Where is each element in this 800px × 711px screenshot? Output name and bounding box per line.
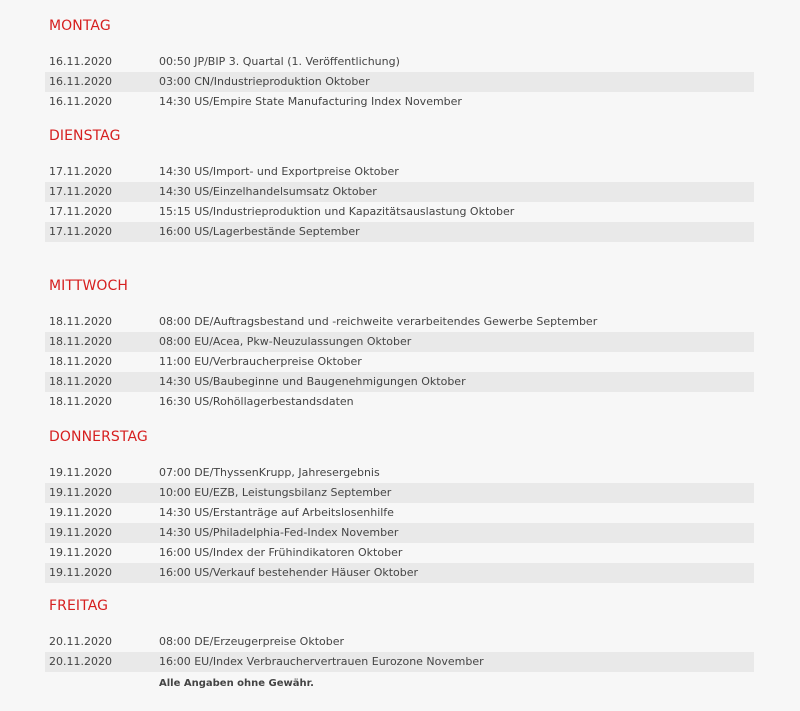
table-row: [45, 503, 754, 523]
row-date: 17.11.2020: [49, 185, 112, 198]
table-row: [45, 312, 754, 332]
row-date: 17.11.2020: [49, 165, 112, 178]
table-row: [45, 632, 754, 652]
day-title-freitag: FREITAG: [49, 598, 109, 614]
table-row: [45, 563, 754, 583]
row-date: 19.11.2020: [49, 526, 112, 539]
table-row: [45, 72, 754, 92]
row-event: 14:30 US/Einzelhandelsumsatz Oktober: [159, 185, 377, 198]
row-event: 14:30 US/Baubeginne und Baugenehmigungen Oktober: [159, 375, 466, 388]
row-date: 19.11.2020: [49, 546, 112, 559]
table-row: [45, 332, 754, 352]
row-date: 17.11.2020: [49, 225, 112, 238]
row-date: 20.11.2020: [49, 635, 112, 648]
row-date: 19.11.2020: [49, 466, 112, 479]
row-date: 19.11.2020: [49, 486, 112, 499]
row-event: 03:00 CN/Industrieproduktion Oktober: [159, 75, 370, 88]
table-row: [45, 523, 754, 543]
row-date: 17.11.2020: [49, 205, 112, 218]
row-event: 16:00 US/Verkauf bestehender Häuser Oktober: [159, 566, 419, 579]
table-row: [45, 652, 754, 672]
row-event: 08:00 EU/Acea, Pkw-Neuzulassungen Oktober: [159, 335, 412, 348]
day-title-dienstag: DIENSTAG: [49, 128, 121, 144]
row-event: 14:30 US/Import- und Exportpreise Oktober: [159, 165, 399, 178]
row-event: 15:15 US/Industrieproduktion und Kapazitätsauslastung Oktober: [159, 205, 515, 218]
row-date: 18.11.2020: [49, 395, 112, 408]
table-row: [45, 182, 754, 202]
row-event: 16:30 US/Rohöllagerbestandsdaten: [159, 395, 354, 408]
row-event: 07:00 DE/ThyssenKrupp, Jahresergebnis: [159, 466, 380, 479]
disclaimer-note: Alle Angaben ohne Gewähr.: [159, 678, 314, 689]
row-event: 14:30 US/Philadelphia-Fed-Index November: [159, 526, 399, 539]
day-title-mittwoch: MITTWOCH: [49, 278, 129, 294]
table-row: [45, 202, 754, 222]
row-date: 19.11.2020: [49, 506, 112, 519]
row-date: 16.11.2020: [49, 75, 112, 88]
row-event: 08:00 DE/Auftragsbestand und -reichweite verarbeitendes Gewerbe September: [159, 315, 598, 328]
row-event: 16:00 US/Index der Frühindikatoren Oktober: [159, 546, 403, 559]
row-event: 11:00 EU/Verbraucherpreise Oktober: [159, 355, 362, 368]
table-row: [45, 92, 754, 112]
day-title-donnerstag: DONNERSTAG: [49, 429, 148, 445]
row-date: 18.11.2020: [49, 335, 112, 348]
table-row: [45, 483, 754, 503]
row-date: 18.11.2020: [49, 355, 112, 368]
row-event: 16:00 EU/Index Verbrauchervertrauen Eurozone November: [159, 655, 484, 668]
row-event: 00:50 JP/BIP 3. Quartal (1. Veröffentlichung): [159, 55, 400, 68]
row-date: 20.11.2020: [49, 655, 112, 668]
table-row: [45, 52, 754, 72]
row-event: 14:30 US/Erstanträge auf Arbeitslosenhilfe: [159, 506, 394, 519]
row-event: 16:00 US/Lagerbestände September: [159, 225, 360, 238]
row-date: 16.11.2020: [49, 95, 112, 108]
row-date: 19.11.2020: [49, 566, 112, 579]
row-date: 18.11.2020: [49, 375, 112, 388]
row-date: 18.11.2020: [49, 315, 112, 328]
row-event: 14:30 US/Empire State Manufacturing Index November: [159, 95, 462, 108]
row-date: 16.11.2020: [49, 55, 112, 68]
table-row: [45, 352, 754, 372]
table-row: [45, 463, 754, 483]
table-row: [45, 222, 754, 242]
table-row: [45, 392, 754, 412]
table-row: [45, 543, 754, 563]
row-event: 08:00 DE/Erzeugerpreise Oktober: [159, 635, 345, 648]
day-title-montag: MONTAG: [49, 18, 111, 34]
row-event: 10:00 EU/EZB, Leistungsbilanz September: [159, 486, 392, 499]
table-row: [45, 162, 754, 182]
table-row: [45, 372, 754, 392]
